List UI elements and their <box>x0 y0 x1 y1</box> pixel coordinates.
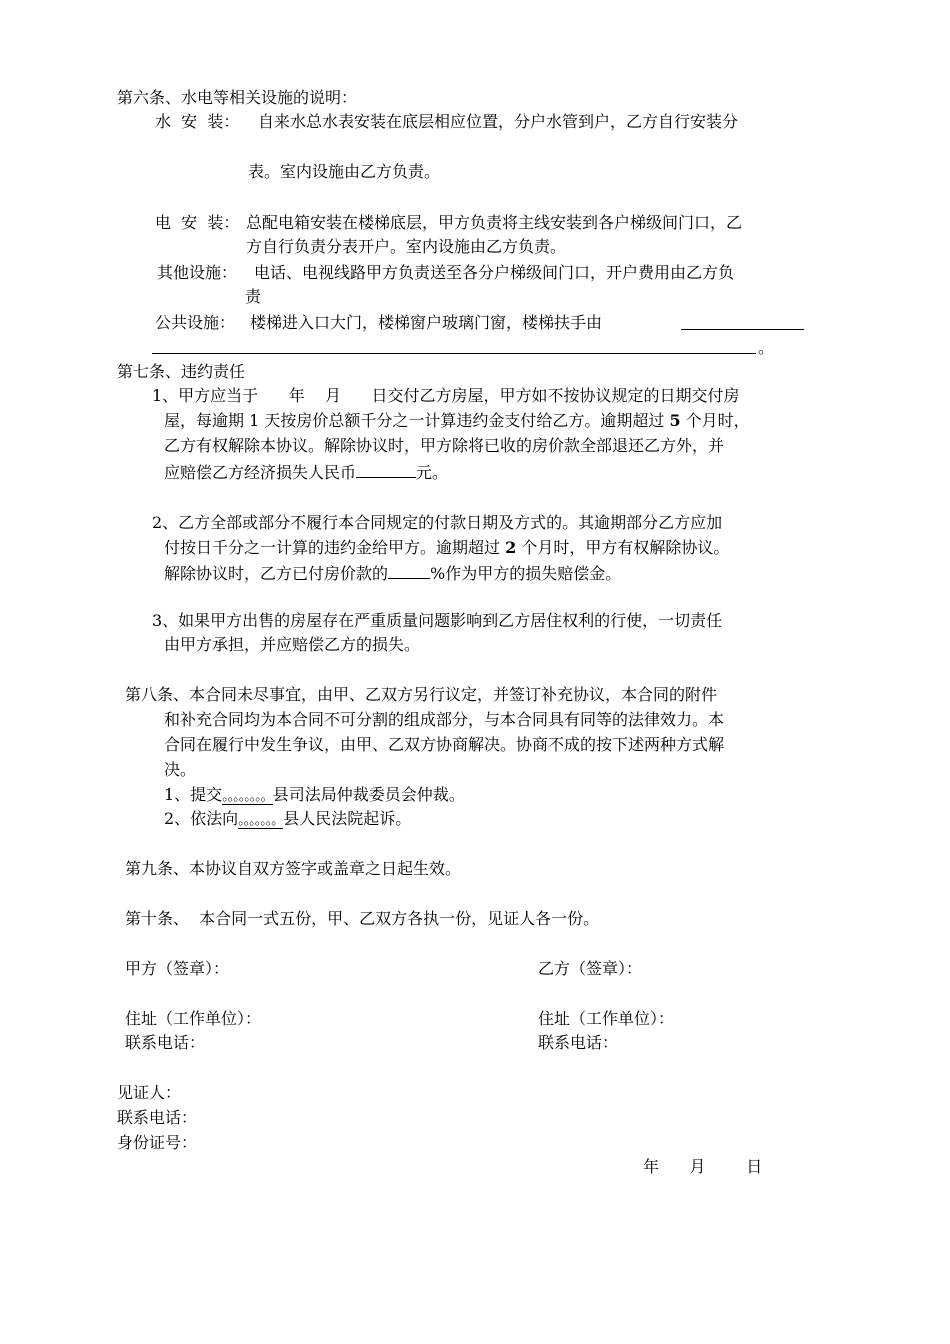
article7-item3-line1: 3、如果甲方出售的房屋存在严重质量问题影响到乙方居住权利的行使，一切责任 <box>152 611 723 630</box>
article8-line3: 合同在履行中发生争议，由甲、乙双方协商解决。协商不成的按下述两种方式解 <box>164 735 725 754</box>
electric-install-text-1: 总配电箱安装在楼梯底层，甲方负责将主线安装到各户梯级间门口，乙 <box>246 213 743 232</box>
article7-item1-line3: 乙方有权解除本协议。解除协议时，甲方除将已收的房价款全部退还乙方外，并 <box>164 436 725 455</box>
other-facilities-text-1: 电话、电视线路甲方负责送至各分户梯级间门口，开户费用由乙方负 <box>254 263 735 282</box>
public-facilities-label: 公共设施： <box>155 313 236 332</box>
compensation-amount-blank <box>356 459 416 478</box>
article7-item2-line3: 解除协议时，乙方已付房价款的 %作为甲方的损失赔偿金。 <box>164 560 621 586</box>
other-facilities-label: 其他设施： <box>157 263 238 282</box>
party-b-signature-label: 乙方（签章）： <box>538 959 643 978</box>
article10: 第十条、 本合同一式五份，甲、乙双方各执一份，见证人各一份。 <box>125 909 600 928</box>
public-facilities-blank-2 <box>152 353 756 354</box>
party-a-phone-label: 联系电话： <box>125 1033 206 1052</box>
electric-install-text-2: 方自行负责分表开户。室内设施由乙方负责。 <box>246 237 567 256</box>
court-county-blank: 。。。。。。。 <box>238 813 284 828</box>
public-facilities-blank <box>681 329 804 330</box>
witness-id-label: 身份证号： <box>117 1133 198 1152</box>
arbitration-county-blank: 。。。。。。。。 <box>222 789 273 804</box>
article7-item1-line1: 1、甲方应当于 年 月 日交付乙方房屋，甲方如不按协议规定的日期交付房 <box>152 386 740 405</box>
party-b-phone-label: 联系电话： <box>538 1033 619 1052</box>
witness-phone-label: 联系电话： <box>117 1108 198 1127</box>
party-b-address-label: 住址（工作单位）： <box>538 1009 675 1028</box>
public-facilities-text: 楼梯进入口大门，楼梯窗户玻璃门窗，楼梯扶手由 <box>250 313 603 332</box>
court-option: 2、依法向。。。。。。。县人民法院起诉。 <box>164 809 412 828</box>
water-install-text-1: 自来水总水表安装在底层相应位置，分户水管到户，乙方自行安装分 <box>258 112 739 131</box>
article6-heading: 第六条、水电等相关设施的说明： <box>117 88 358 107</box>
article8-line4: 决。 <box>164 760 197 779</box>
witness-label: 见证人： <box>117 1083 182 1102</box>
article7-heading: 第七条、违约责任 <box>117 362 246 381</box>
signing-date: 年 月 日 <box>643 1157 763 1176</box>
party-a-address-label: 住址（工作单位）： <box>125 1009 262 1028</box>
article8-line2: 和补充合同均为本合同不可分割的组成部分，与本合同具有同等的法律效力。本 <box>164 710 725 729</box>
article9: 第九条、本协议自双方签字或盖章之日起生效。 <box>125 859 462 878</box>
party-a-signature-label: 甲方（签章）： <box>125 959 230 978</box>
arbitration-option: 1、提交。。。。。。。。县司法局仲裁委员会仲裁。 <box>164 785 465 804</box>
article7-item2-line1: 2、乙方全部或部分不履行本合同规定的付款日期及方式的。其逾期部分乙方应加 <box>152 513 723 532</box>
article7-item1-line2: 屋，每逾期 1 天按房价总额千分之一计算违约金支付给乙方。逾期超过 5 个月时， <box>164 411 750 430</box>
electric-install-label: 电 安 装： <box>155 213 240 232</box>
article8-line1: 第八条、本合同未尽事宜，由甲、乙双方另行议定，并签订补充协议，本合同的附件 <box>125 685 718 704</box>
water-install-label: 水 安 装： <box>155 112 240 131</box>
article7-item3-line2: 由甲方承担，并应赔偿乙方的损失。 <box>164 635 421 654</box>
public-facilities-period: 。 <box>758 338 775 357</box>
article7-item1-line4: 应赔偿乙方经济损失人民币 元。 <box>164 459 448 485</box>
article7-item2-line2: 付按日千分之一计算的违约金给甲方。逾期超过 2 个月时，甲方有权解除协议。 <box>164 538 730 557</box>
percentage-blank <box>388 560 430 579</box>
other-facilities-text-2: 责 <box>245 287 262 306</box>
water-install-text-2: 表。室内设施由乙方负责。 <box>248 162 441 181</box>
